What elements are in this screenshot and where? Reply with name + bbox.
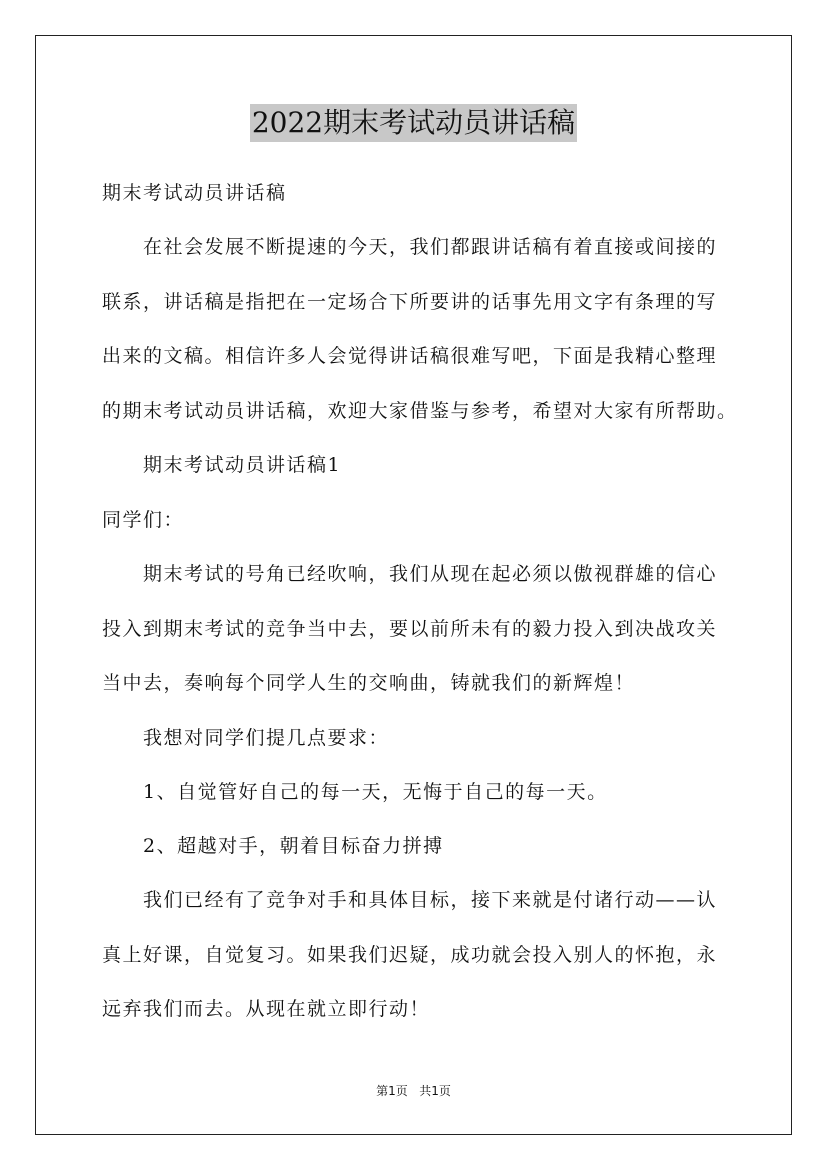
- subtitle-line: 期末考试动员讲话稿: [102, 182, 287, 204]
- list-item: 1、自觉管好自己的每一天，无悔于自己的每一天。: [143, 781, 608, 803]
- paragraph-line: 投入到期末考试的竞争当中去，要以前所未有的毅力投入到决战攻关: [102, 618, 718, 640]
- title-container: [0, 104, 827, 142]
- paragraph-line: 真上好课，自觉复习。如果我们迟疑，成功就会投入别人的怀抱，永: [102, 944, 718, 966]
- page-number: 第1页: [376, 1084, 408, 1098]
- section-heading: 期末考试动员讲话稿1: [143, 454, 342, 476]
- paragraph-line: 联系，讲话稿是指把在一定场合下所要讲的话事先用文字有条理的写: [102, 291, 718, 313]
- salutation-line: 同学们：: [102, 509, 185, 531]
- paragraph-line: 出来的文稿。相信许多人会觉得讲话稿很难写吧，下面是我精心整理: [102, 345, 718, 367]
- paragraph-line: 在社会发展不断提速的今天，我们都跟讲话稿有着直接或间接的: [143, 236, 718, 258]
- paragraph-line: 期末考试的号角已经吹响，我们从现在起必须以傲视群雄的信心: [143, 563, 718, 585]
- paragraph-line: 的期末考试动员讲话稿，欢迎大家借鉴与参考，希望对大家有所帮助。: [102, 400, 738, 422]
- paragraph-line: 远弃我们而去。从现在就立即行动！: [102, 998, 431, 1020]
- page-total: 共1页: [419, 1084, 451, 1098]
- paragraph-line: 我想对同学们提几点要求：: [143, 727, 390, 749]
- paragraph-line: 当中去，奏响每个同学人生的交响曲，铸就我们的新辉煌！: [102, 672, 636, 694]
- paragraph-line: 我们已经有了竞争对手和具体目标，接下来就是付诸行动——认: [143, 889, 718, 911]
- document-title: 2022期末考试动员讲话稿: [250, 104, 577, 142]
- list-item: 2、超越对手，朝着目标奋力拼搏: [143, 835, 444, 857]
- page-footer: [0, 1083, 827, 1099]
